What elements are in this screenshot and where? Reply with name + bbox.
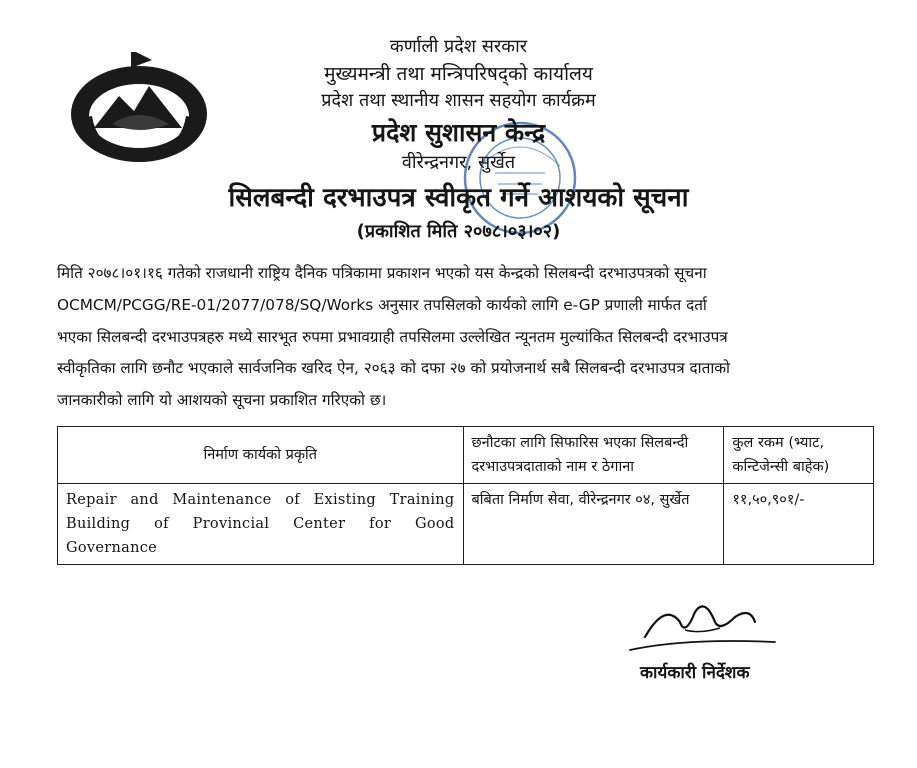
header-work-nature: निर्माण कार्यको प्रकृति	[58, 427, 464, 484]
body-line-3: भएका सिलबन्दी दरभाउपत्रहरु मध्ये सारभूत रुपमा प्रभावग्राही तपसिलमा उल्लेखित न्यूनतम मुल्यांकित सिलबन्दी दरभाउपत्र	[57, 327, 728, 346]
body-line-1: मिति २०७८।०१।१६ गतेको राजधानी राष्ट्रिय दैनिक पत्रिकामा प्रकाशन भएको यस केन्द्रको सिलबन्दी दरभाउपत्रको सूचना	[57, 264, 707, 282]
bidder-name-address: बबिता निर्माण सेवा, वीरेन्द्रनगर ०४, सुर्खेत	[463, 484, 724, 565]
ministry-name: मुख्यमन्त्री तथा मन्त्रिपरिषद्को कार्यालय	[324, 63, 593, 85]
program-name: प्रदेश तथा स्थानीय शासन सहयोग कार्यक्रम	[321, 90, 596, 111]
header-amount: कुल रकम (भ्याट, कन्टिजेन्सी बाहेक)	[724, 427, 874, 484]
body-line-5: जानकारीको लागि यो आशयको सूचना प्रकाशित गरिएको छ।	[57, 391, 387, 410]
signatory-designation: कार्यकारी निर्देशक	[640, 663, 750, 683]
notice-title: सिलबन्दी दरभाउपत्र स्वीकृत गर्ने आशयको सूचना	[228, 183, 689, 213]
signature	[625, 592, 815, 662]
header-bidder: छनौटका लागि सिफारिस भएका सिलबन्दी दरभाउपत्रदाताको नाम र ठेगाना	[463, 427, 724, 484]
notice-body	[57, 258, 857, 417]
office-name: प्रदेश सुशासन केन्द्र	[371, 118, 546, 147]
published-date: (प्रकाशित मिति २०७८।०३।०२)	[356, 221, 561, 242]
body-line-4: स्वीकृतिका लागि छनौट भएकाले सार्वजनिक खरिद ऐन, २०६३ को दफा २७ को प्रयोजनार्थ सबै सिलबन्दी दरभाउपत्र दाताको	[57, 359, 730, 378]
government-name: कर्णाली प्रदेश सरकार	[389, 36, 528, 57]
table-row	[58, 484, 874, 565]
work-description: Repair and Maintenance of Existing Training Building of Provincial Center for Good Governance	[58, 484, 464, 565]
body-line-2-rest: अनुसार तपसिलको कार्यको लागि e-GP प्रणाली मार्फत दर्ता	[378, 295, 707, 314]
office-location: वीरेन्द्रनगर, सुर्खेत	[401, 152, 516, 173]
tender-reference: OCMCM/PCGG/RE-01/2077/078/SQ/Works	[57, 295, 374, 314]
body-line-2	[57, 290, 857, 322]
table-header-row	[58, 427, 874, 484]
bid-amount: ११,५०,९०१/-	[724, 484, 874, 565]
bid-table	[57, 426, 874, 565]
